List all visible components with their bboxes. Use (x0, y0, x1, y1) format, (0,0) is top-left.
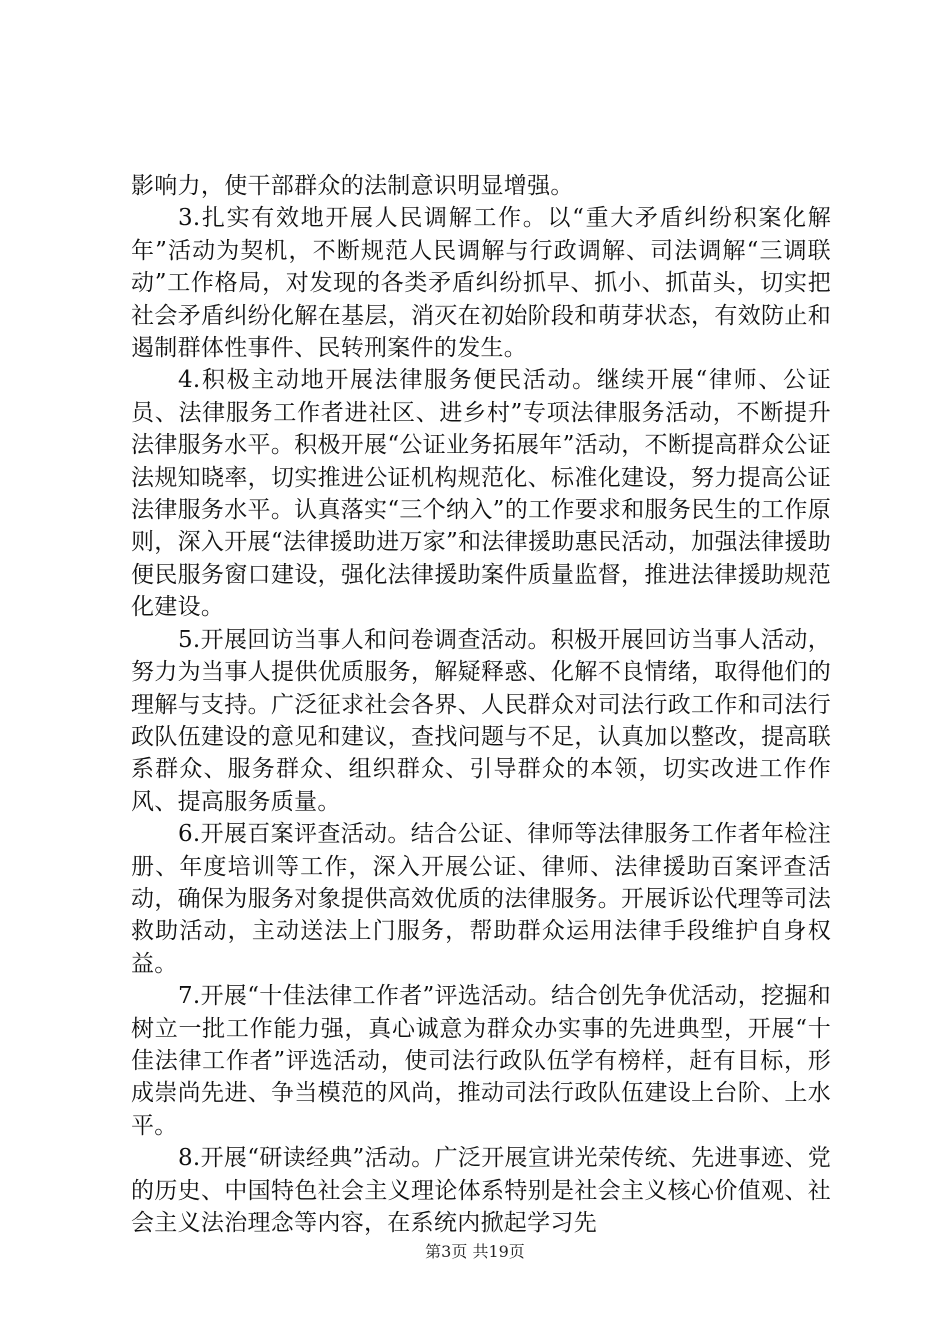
page-footer (0, 1242, 950, 1262)
document-body (131, 170, 831, 1239)
paragraph-item-5: 5.开展回访当事人和问卷调查活动。积极开展回访当事人活动，努力为当事人提供优质服务，解疑释惑、化解不良情绪，取得他们的理解与支持。广泛征求社会各界、人民群众对司法行政工作和司法行政队伍建设的意见和建议，查找问题与不足，认真加以整改，提高联系群众、服务群众、组织群众、引导群众的本领，切实改进工作作风、提高服务质量。 (131, 626, 831, 815)
paragraph-item-7: 7.开展“十佳法律工作者”评选活动。结合创先争优活动，挖掘和树立一批工作能力强，真心诚意为群众办实事的先进典型，开展“十佳法律工作者”评选活动，使司法行政队伍学有榜样，赶有目标，形成崇尚先进、争当模范的风尚，推动司法行政队伍建设上台阶、上水平。 (131, 983, 831, 1139)
paragraph-item-6: 6.开展百案评查活动。结合公证、律师等法律服务工作者年检注册、年度培训等工作，深入开展公证、律师、法律援助百案评查活动，确保为服务对象提供高效优质的法律服务。开展诉讼代理等司法救助活动，主动送法上门服务，帮助群众运用法律手段维护自身权益。 (131, 821, 831, 977)
paragraph-continuation: 影响力，使干部群众的法制意识明显增强。 (131, 173, 574, 199)
page-number-label: 第3页 共19页 (425, 1242, 525, 1261)
paragraph-item-8: 8.开展“研读经典”活动。广泛开展宣讲光荣传统、先进事迹、党的历史、中国特色社会主义理论体系特别是社会主义核心价值观、社会主义法治理念等内容，在系统内掀起学习先 (131, 1145, 831, 1236)
paragraph-item-3: 3.扎实有效地开展人民调解工作。以“重大矛盾纠纷积案化解年”活动为契机，不断规范人民调解与行政调解、司法调解“三调联动”工作格局，对发现的各类矛盾纠纷抓早、抓小、抓苗头，切实把社会矛盾纠纷化解在基层，消灭在初始阶段和萌芽状态，有效防止和遏制群体性事件、民转刑案件的发生。 (131, 205, 831, 362)
paragraph-item-4: 4.积极主动地开展法律服务便民活动。继续开展“律师、公证员、法律服务工作者进社区、进乡村”专项法律服务活动，不断提升法律服务水平。积极开展“公证业务拓展年”活动，不断提高群众公证法规知晓率，切实推进公证机构规范化、标准化建设，努力提高公证法律服务水平。认真落实“三个纳入”的工作要求和服务民生的工作原则，深入开展“法律援助进万家”和法律援助惠民活动，加强法律援助便民服务窗口建设，强化法律援助案件质量监督，推进法律援助规范化建设。 (131, 367, 831, 621)
